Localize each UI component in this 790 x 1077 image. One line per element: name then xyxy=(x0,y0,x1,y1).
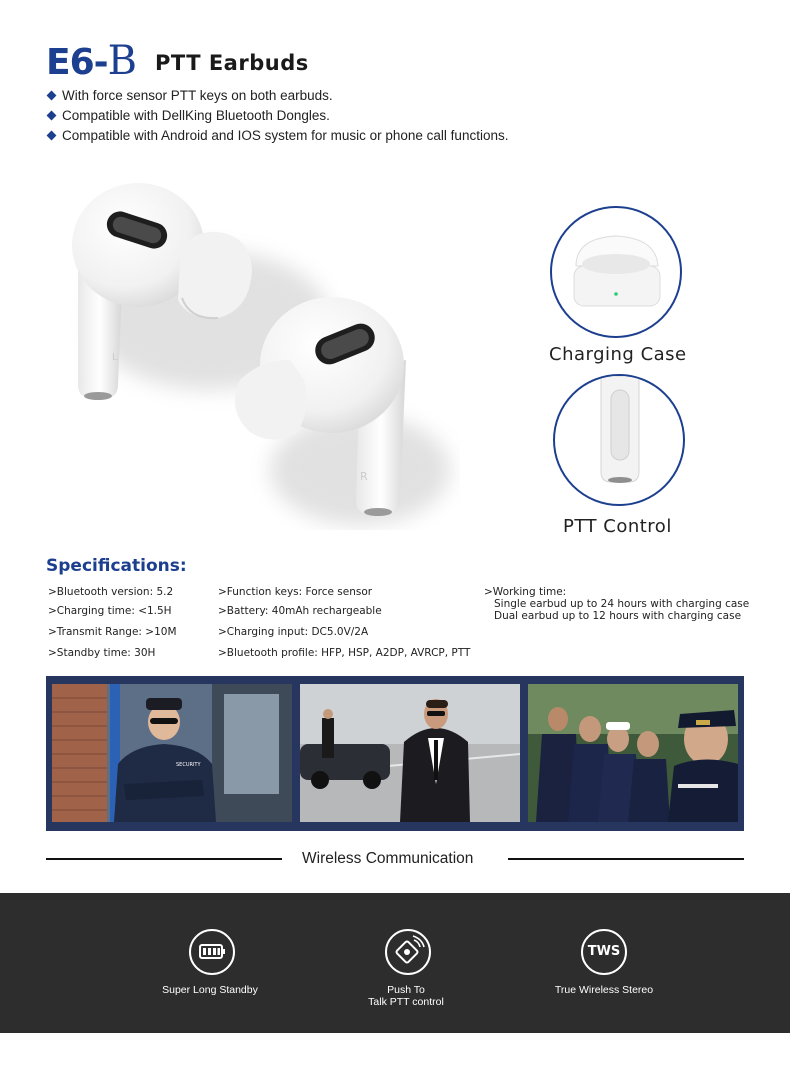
model-title-variant: B xyxy=(107,38,136,84)
bullet-diamond-icon xyxy=(47,111,57,121)
security-guard-photo xyxy=(52,684,292,822)
tws-icon xyxy=(581,929,627,975)
spec-item: >Working time: xyxy=(484,586,567,598)
left-mark: L xyxy=(112,352,118,363)
feature-text: Compatible with Android and IOS system for music or phone call functions. xyxy=(62,128,509,143)
feature-item xyxy=(48,128,508,143)
spec-item: Single earbud up to 24 hours with charging case xyxy=(494,598,750,610)
feature-item xyxy=(48,88,333,103)
spec-item: >Battery: 40mAh rechargeable xyxy=(218,605,382,617)
spec-item: >Bluetooth version: 5.2 xyxy=(48,586,174,598)
super-long-standby-label: Super Long Standby xyxy=(162,984,258,996)
bullet-diamond-icon xyxy=(47,131,57,141)
spec-item: >Transmit Range: >10M xyxy=(48,626,177,638)
model-title-bold: E6- xyxy=(46,42,108,83)
security-patch-text: SECURITY xyxy=(176,762,201,768)
charging-case-image xyxy=(552,208,680,336)
spec-item: >Standby time: 30H xyxy=(48,647,156,659)
spec-item: >Function keys: Force sensor xyxy=(218,586,373,598)
push-to-talk-icon xyxy=(385,929,431,975)
push-to-talk-line2: Talk PTT control xyxy=(368,996,444,1008)
push-to-talk-line1: Push To xyxy=(387,984,425,996)
tws-icon-text: TWS xyxy=(587,944,621,959)
charging-case-label: Charging Case xyxy=(549,344,687,365)
bullet-diamond-icon xyxy=(47,91,57,101)
usage-photo-strip xyxy=(46,676,744,831)
spec-item: >Charging input: DC5.0V/2A xyxy=(218,626,369,638)
product-title: PTT Earbuds xyxy=(155,51,309,75)
right-mark: R xyxy=(360,470,368,483)
model-title xyxy=(46,38,136,84)
specifications-heading: Specifications: xyxy=(46,556,187,576)
spec-item: Dual earbud up to 12 hours with charging case xyxy=(494,610,742,622)
true-wireless-stereo-label: True Wireless Stereo xyxy=(554,984,654,996)
police-photo xyxy=(528,684,738,822)
divider-left xyxy=(46,858,282,860)
bodyguard-photo xyxy=(300,684,520,822)
charging-case-circle xyxy=(550,206,682,338)
feature-band xyxy=(0,893,790,1033)
earbuds-product-image xyxy=(60,170,460,530)
feature-item xyxy=(48,108,330,123)
ptt-control-circle xyxy=(553,374,685,506)
divider-right xyxy=(508,858,744,860)
feature-text: Compatible with DellKing Bluetooth Dongles. xyxy=(62,108,330,123)
spec-item: >Bluetooth profile: HFP, HSP, A2DP, AVRCP, PTT xyxy=(218,647,471,659)
ptt-control-label: PTT Control xyxy=(563,516,672,537)
feature-text: With force sensor PTT keys on both earbuds. xyxy=(62,88,333,103)
ptt-control-image xyxy=(555,376,683,504)
battery-icon xyxy=(189,929,235,975)
spec-item: >Charging time: <1.5H xyxy=(48,605,172,617)
push-to-talk-label xyxy=(336,984,476,1008)
wireless-communication-label: Wireless Communication xyxy=(302,850,474,867)
